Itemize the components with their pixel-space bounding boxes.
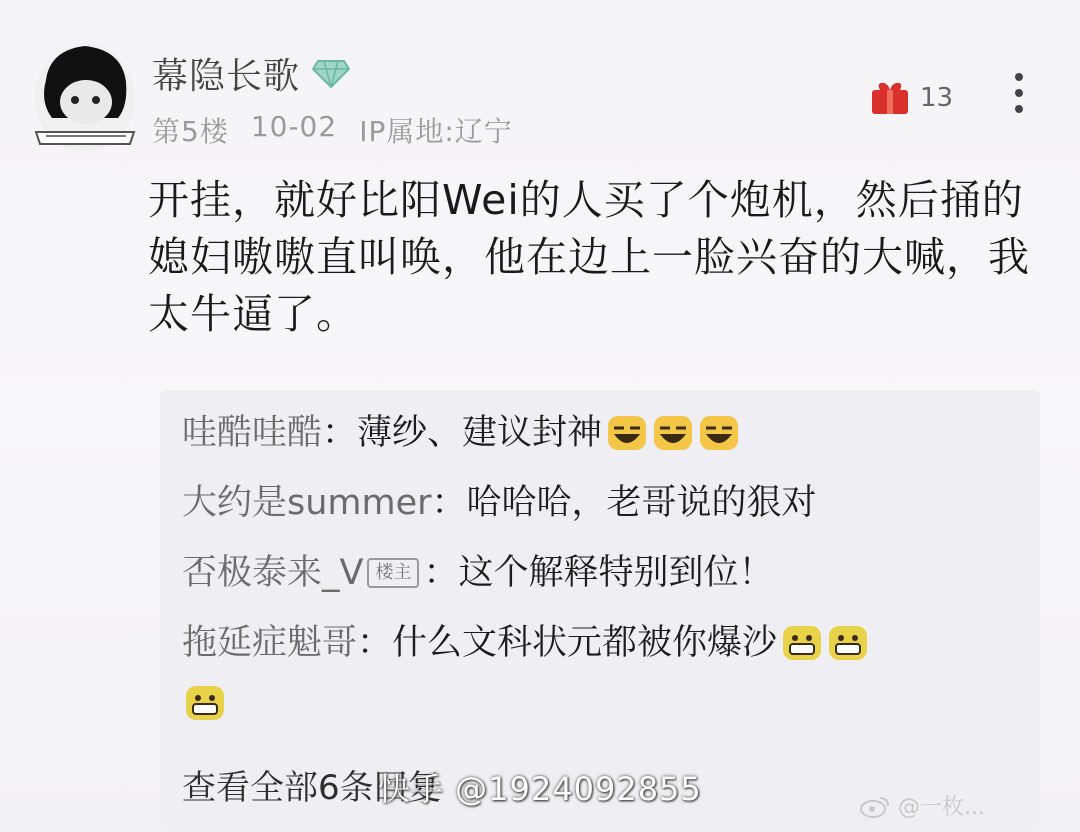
user-avatar[interactable] xyxy=(30,36,140,154)
comment-body: 开挂，就好比阳Wei的人买了个炮机，然后捅的媳妇嗷嗷直叫唤，他在边上一脸兴奋的大喊，我太牛逼了。 xyxy=(148,176,1030,338)
reply-text: 什么文科状元都被你爆沙 xyxy=(392,623,778,663)
comment-date: 10-02 xyxy=(250,110,338,143)
reply-text: 这个解释特别到位！ xyxy=(458,553,774,593)
grinning-face-icon xyxy=(184,682,226,724)
reply-item[interactable] xyxy=(182,472,817,534)
reply-text: 薄纱、建议封神 xyxy=(357,413,603,453)
laughing-face-icon xyxy=(606,412,648,454)
reply-author[interactable]: 哇酷哇酷 xyxy=(182,413,323,453)
weibo-icon xyxy=(860,794,890,818)
reply-separator: ： xyxy=(357,623,393,663)
username-row xyxy=(152,48,350,99)
reply-author[interactable]: 大约是summer xyxy=(182,483,432,523)
reply-separator: ： xyxy=(423,553,459,593)
op-badge: 楼主 xyxy=(367,558,419,588)
grinning-face-icon xyxy=(827,622,869,664)
weibo-watermark xyxy=(860,790,985,821)
ip-location: IP属地:辽宁 xyxy=(359,115,513,148)
laughing-face-icon xyxy=(698,412,740,454)
like-count: 13 xyxy=(920,83,954,113)
username[interactable]: 幕隐长歌 xyxy=(152,56,301,97)
reply-separator: ： xyxy=(322,413,358,453)
reply-separator: ： xyxy=(431,483,467,523)
reply-item[interactable] xyxy=(182,402,740,464)
reply-item[interactable] xyxy=(182,612,869,674)
like-button[interactable] xyxy=(870,80,953,116)
reply-author[interactable]: 否极泰来_V xyxy=(182,553,364,593)
reply-text: 哈哈哈，老哥说的狠对 xyxy=(466,483,817,523)
diamond-icon xyxy=(312,59,350,89)
reply-item[interactable] xyxy=(182,542,773,604)
grinning-face-icon xyxy=(781,622,823,664)
gift-icon xyxy=(870,80,910,116)
view-all-replies-link[interactable]: 查看全部6条回复 xyxy=(182,768,442,808)
weibo-handle: @一枚... xyxy=(898,795,985,820)
laughing-face-icon xyxy=(652,412,694,454)
more-options-icon[interactable] xyxy=(1012,70,1026,116)
kuaishou-watermark: 快手 @1924092855 xyxy=(378,770,702,808)
comment-meta xyxy=(152,110,513,150)
reply-author[interactable]: 拖延症魁哥 xyxy=(182,623,358,663)
floor-number: 第5楼 xyxy=(152,115,229,148)
